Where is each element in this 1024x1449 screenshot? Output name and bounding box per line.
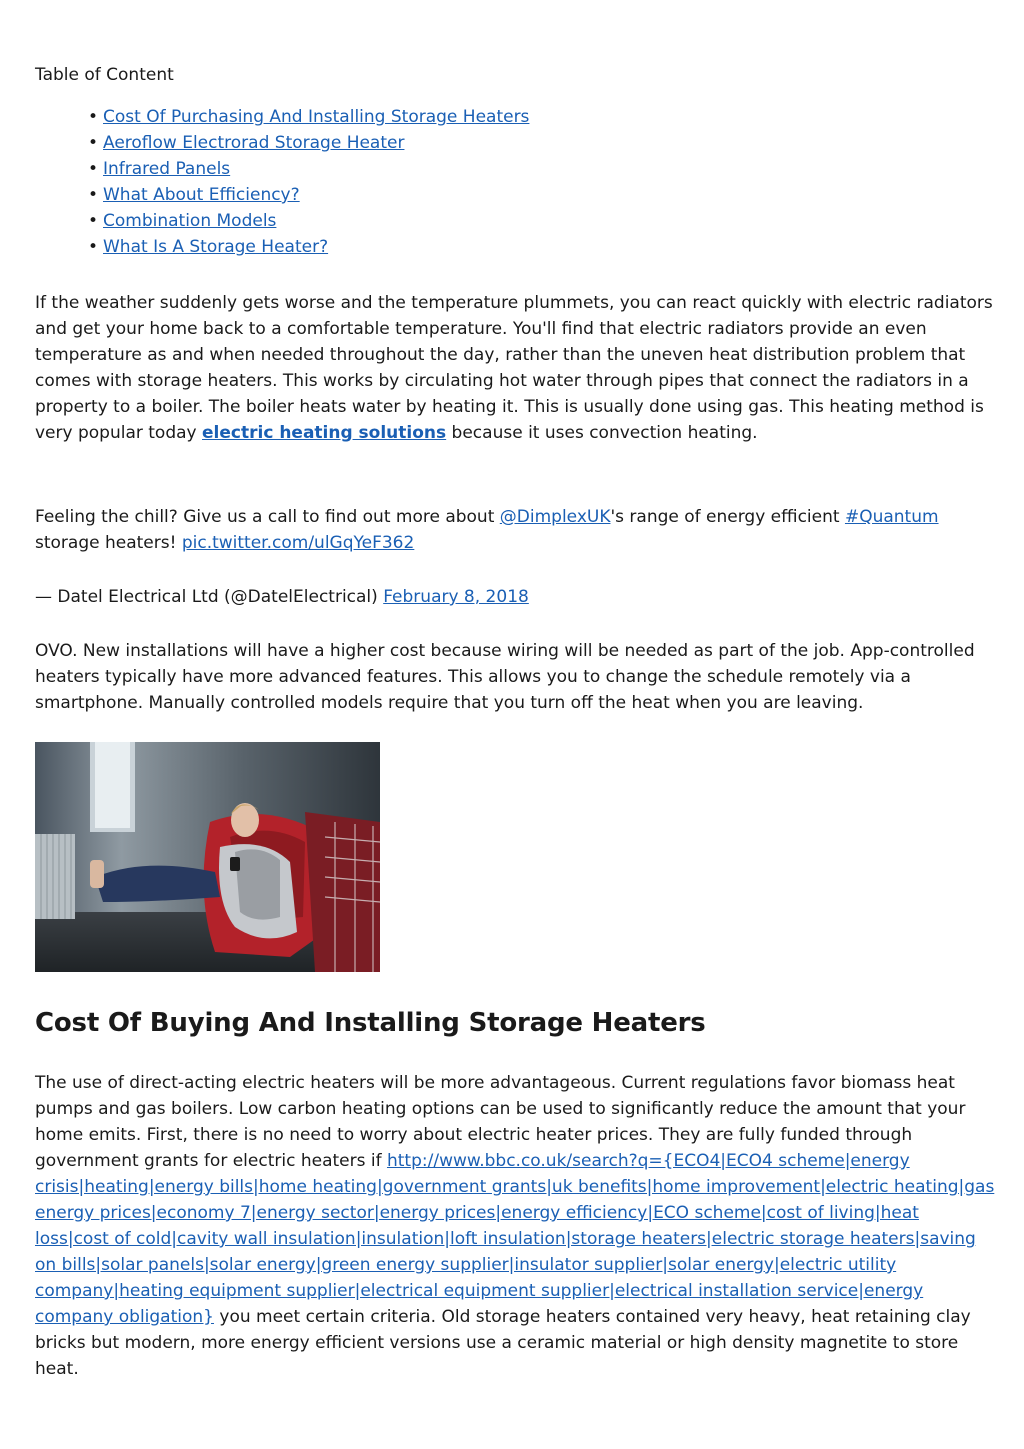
toc-link-aeroflow[interactable]: Aeroflow Electrorad Storage Heater: [103, 133, 405, 153]
toc-link-what-is[interactable]: What Is A Storage Heater?: [103, 237, 329, 257]
toc-item: [88, 104, 995, 130]
bbc-search-link[interactable]: http://www.bbc.co.uk/search?q={ECO4|ECO4 scheme|energy crisis|heating|energy bills|home heating|government grants|uk benefits|home improvement|electric heating|gas energy prices|economy 7|energy sector|energy prices|energy efficiency|ECO scheme|cost of living|heat loss|cost of cold|cavity wall insulation|insulation|loft insulation|storage heaters|electric storage heaters|saving on bills|solar panels|solar energy|green energy supplier|insulator supplier|solar energy|electric utility company|heating equipment supplier|electrical equipment supplier|electrical installation service|energy company obligation}: [35, 1151, 995, 1327]
toc-link-cost[interactable]: Cost Of Purchasing And Installing Storage Heaters: [103, 107, 530, 127]
tweet-text-part: storage heaters!: [35, 533, 182, 553]
tweet-date-link[interactable]: February 8, 2018: [383, 587, 529, 607]
section-text-end: you meet certain criteria. Old storage heaters contained very heavy, heat retaining clay bricks but modern, more energy efficient versions use a ceramic material or high density magnetite to store heat.: [35, 1307, 971, 1379]
tweet-text-part: Feeling the chill? Give us a call to find out more about: [35, 507, 500, 527]
toc-link-combination[interactable]: Combination Models: [103, 211, 277, 231]
electric-heating-link[interactable]: electric heating solutions: [202, 423, 447, 443]
section-paragraph: [35, 1070, 995, 1382]
hashtag-link[interactable]: #Quantum: [844, 507, 939, 527]
bullet-icon: •: [88, 133, 99, 153]
toc-title: Table of Content: [35, 65, 174, 85]
article: [35, 62, 995, 1382]
pic-link[interactable]: pic.twitter.com/ulGqYeF362: [181, 533, 415, 553]
section-heading: Cost Of Buying And Installing Storage Heaters: [35, 1008, 706, 1038]
tweet-text-part: 's range of energy efficient: [610, 507, 845, 527]
toc-item: [88, 130, 995, 156]
toc-item: [88, 156, 995, 182]
bullet-icon: •: [88, 237, 99, 257]
tweet-text: [35, 504, 995, 556]
intro-paragraph: [35, 290, 995, 446]
mention-link[interactable]: @DimplexUK: [499, 507, 611, 527]
ovo-paragraph: OVO. New installations will have a higher cost because wiring will be needed as part of the job. App-controlled heaters typically have more advanced features. This allows you to change the schedule remotely via a smartphone. Manually controlled models require that you turn off the heat when you are leaving.: [35, 641, 975, 713]
toc-link-infrared[interactable]: Infrared Panels: [103, 159, 231, 179]
bullet-icon: •: [88, 185, 99, 205]
photo-teen-by-radiator: [35, 742, 380, 972]
toc-item: [88, 208, 995, 234]
bullet-icon: •: [88, 159, 99, 179]
toc-item: [88, 182, 995, 208]
bullet-icon: •: [88, 211, 99, 231]
attribution-text: — Datel Electrical Ltd (@DatelElectrical): [35, 587, 384, 607]
bullet-icon: •: [88, 107, 99, 127]
section-text: The use of direct-acting electric heaters will be more advantageous. Current regulations favor biomass heat pumps and gas boilers. Low carbon heating options can be used to significantly reduce the amount that your home emits. First, there is no need to worry about electric heater prices. They are fully funded through government grants for electric heaters if: [35, 1073, 966, 1171]
intro-text-end: because it uses convection heating.: [446, 423, 758, 443]
intro-text: If the weather suddenly gets worse and the temperature plummets, you can react quickly with electric radiators and get your home back to a comfortable temperature. You'll find that electric radiators provide an even temperature as and when needed throughout the day, rather than the uneven heat distribution problem that comes with storage heaters. This works by circulating hot water through pipes that connect the radiators in a property to a boiler. The boiler heats water by heating it. This is usually done using gas. This heating method is very popular today: [35, 293, 993, 443]
tweet-attribution: [35, 584, 995, 610]
toc-item: [88, 234, 995, 260]
table-of-contents: [35, 104, 995, 260]
toc-link-efficiency[interactable]: What About Efficiency?: [103, 185, 300, 205]
